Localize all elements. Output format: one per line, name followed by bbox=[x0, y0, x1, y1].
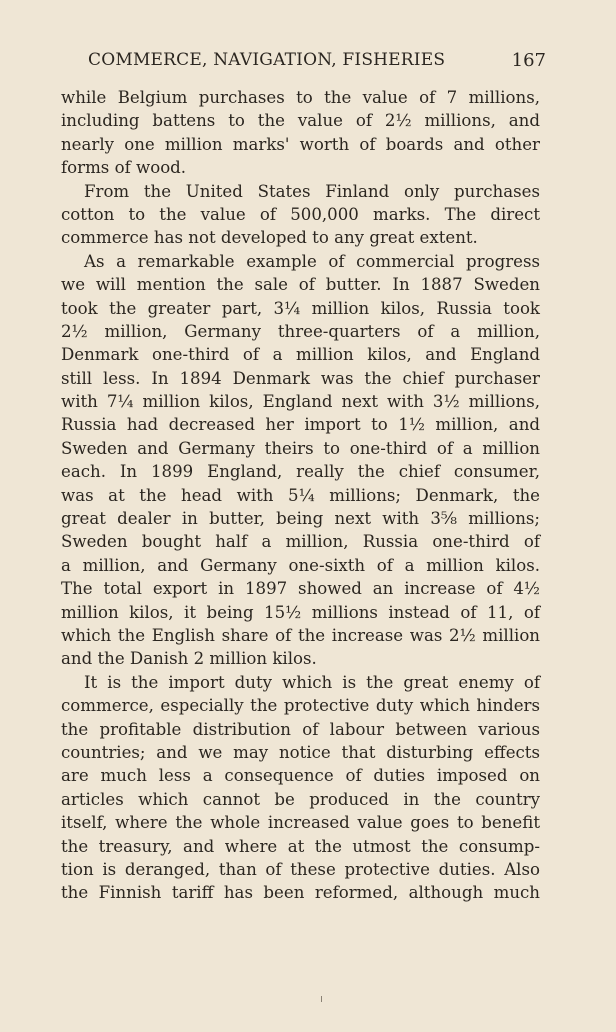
paper-speck bbox=[321, 996, 322, 1002]
text-line: Denmark one-third of a million kilos, and England bbox=[61, 345, 540, 365]
text-line: As a remarkable example of commercial progress bbox=[84, 251, 540, 271]
page-number: 167 bbox=[511, 50, 546, 71]
text-line: a million, and Germany one-sixth of a million kilos. bbox=[61, 555, 540, 575]
text-line: still less. In 1894 Denmark was the chief purchaser bbox=[61, 368, 540, 388]
text-line: which the English share of the increase was 2½ million bbox=[61, 625, 540, 645]
text-line: nearly one million marks' worth of boards and other bbox=[61, 134, 540, 154]
text-line: with 7¼ million kilos, England next with 3½ millions, bbox=[61, 392, 540, 412]
text-line: each. In 1899 England, really the chief consumer, bbox=[61, 462, 540, 482]
text-line: tion is deranged, than of these protective duties. Also bbox=[61, 859, 540, 879]
text-line: the profitable distribution of labour between various bbox=[61, 719, 540, 739]
text-line: are much less a consequence of duties imposed on bbox=[61, 766, 540, 786]
text-line: and the Danish 2 million kilos. bbox=[61, 649, 317, 669]
text-line: Sweden and Germany theirs to one-third of a million bbox=[61, 438, 540, 458]
text-line: It is the import duty which is the great enemy of bbox=[84, 672, 540, 692]
text-line: was at the head with 5¼ millions; Denmark, the bbox=[61, 485, 540, 505]
text-line: itself, where the whole increased value goes to benefit bbox=[61, 813, 540, 833]
text-line: took the greater part, 3¼ million kilos, Russia took bbox=[61, 298, 540, 318]
body-text bbox=[61, 86, 540, 905]
text-line: great dealer in butter, being next with 3⅝ millions; bbox=[61, 509, 540, 529]
text-line: the Finnish tariff has been reformed, although much bbox=[61, 883, 540, 903]
page-header bbox=[88, 50, 546, 80]
text-line: commerce, especially the protective duty which hinders bbox=[61, 696, 540, 716]
text-line: The total export in 1897 showed an increase of 4½ bbox=[61, 579, 540, 599]
text-line: while Belgium purchases to the value of 7 millions, bbox=[61, 88, 540, 107]
text-line: cotton to the value of 500,000 marks. The direct bbox=[61, 204, 540, 224]
running-title: COMMERCE, NAVIGATION, FISHERIES bbox=[88, 50, 446, 70]
text-line: million kilos, it being 15½ millions instead of 11, of bbox=[61, 602, 540, 622]
text-line: including battens to the value of 2½ millions, and bbox=[61, 111, 540, 131]
text-line: Sweden bought half a million, Russia one-third of bbox=[61, 532, 540, 552]
text-line: articles which cannot be produced in the country bbox=[61, 789, 540, 809]
text-line: the treasury, and where at the utmost the consump- bbox=[61, 836, 540, 856]
text-line: From the United States Finland only purchases bbox=[84, 181, 540, 201]
text-line: 2½ million, Germany three-quarters of a million, bbox=[61, 321, 540, 341]
text-line: countries; and we may notice that disturbing effects bbox=[61, 742, 540, 762]
text-line: we will mention the sale of butter. In 1887 Sweden bbox=[61, 275, 540, 295]
text-line: Russia had decreased her import to 1½ million, and bbox=[61, 415, 540, 435]
text-line: commerce has not developed to any great extent. bbox=[61, 228, 478, 248]
text-line: forms of wood. bbox=[61, 158, 187, 178]
